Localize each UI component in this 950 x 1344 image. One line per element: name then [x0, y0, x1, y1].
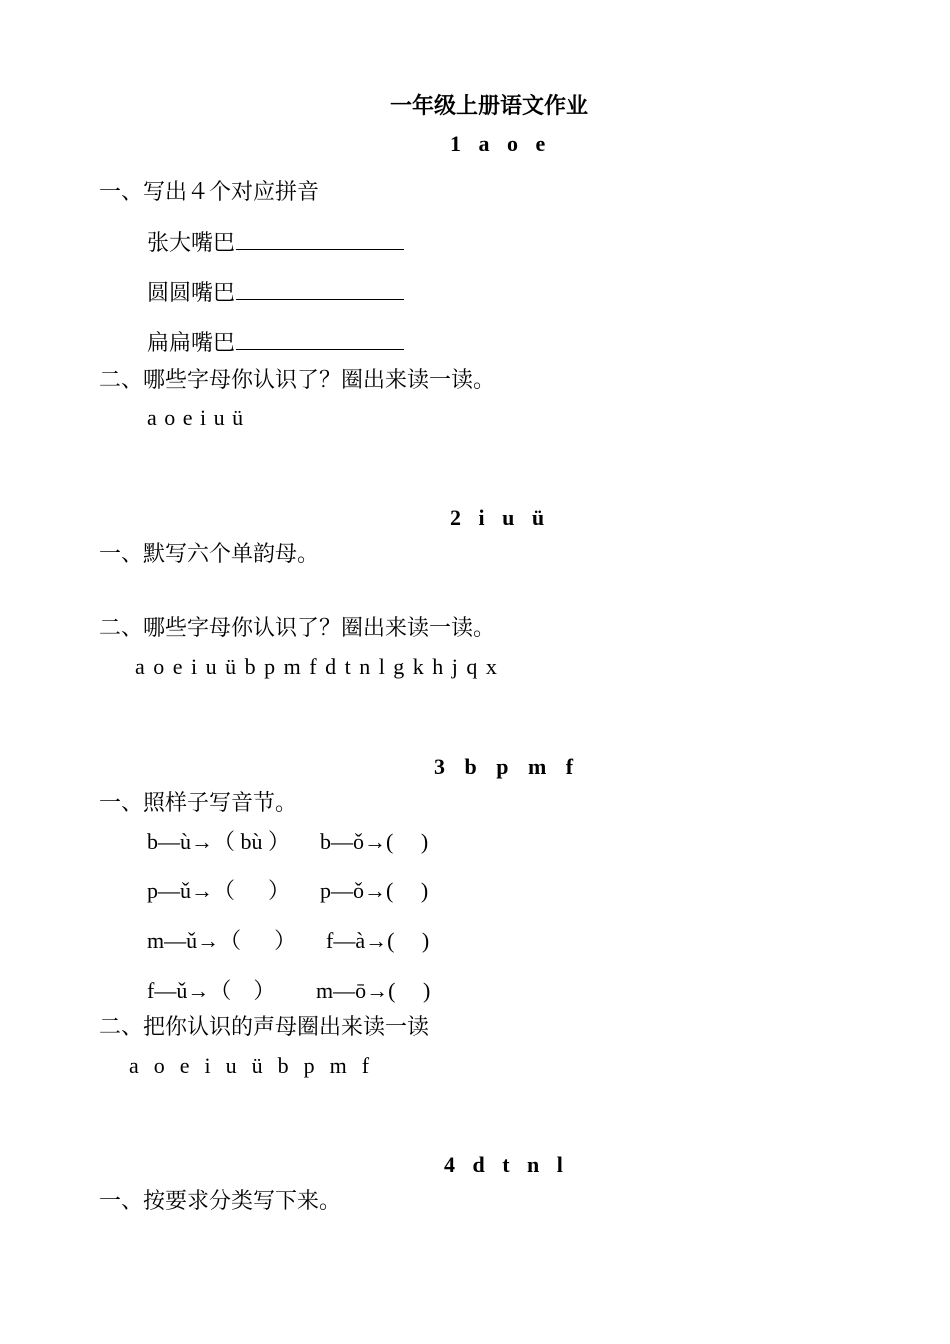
syllable-blank[interactable]: p—ǔ→（ ） [147, 878, 291, 903]
lesson-1-item-1 [147, 229, 404, 258]
lesson-3-letters: a o e i u ü b p m f [129, 1053, 370, 1078]
syllable-blank[interactable]: m—ō→( ) [316, 978, 431, 1003]
syllable-blank[interactable]: p—ǒ→( ) [320, 878, 429, 903]
lesson-1-title: 1 a o e [450, 131, 547, 156]
lesson-2-question-2: 二、哪些字母你认识了？圈出来读一读。 [99, 616, 496, 641]
answer-blank[interactable] [236, 279, 404, 300]
lesson-2-letters: a o e i u ü b p m f d t n l g k h j q x [135, 654, 497, 679]
lesson-1-letters: a o e i u ü [147, 405, 244, 430]
item-label: 张大嘴巴 [147, 231, 236, 256]
item-label: 扁扁嘴巴 [147, 331, 236, 356]
lesson-3-title: 3 b p m f [434, 754, 575, 779]
lesson-1-item-3 [147, 329, 404, 358]
syllable-blank[interactable]: m—ǔ→（ ） [147, 928, 297, 953]
syllable-blank[interactable]: f—ǔ→（ ） [147, 978, 276, 1003]
document-title: 一年级上册语文作业 [390, 94, 589, 119]
answer-blank[interactable] [236, 329, 404, 350]
lesson-4-title: 4 d t n l [444, 1152, 564, 1177]
item-label: 圆圆嘴巴 [147, 281, 236, 306]
lesson-3-question-1: 一、照样子写音节。 [99, 791, 298, 816]
syllable-blank[interactable]: f—à→( ) [326, 928, 430, 953]
answer-blank[interactable] [236, 229, 404, 250]
lesson-1-question-2: 二、哪些字母你认识了？圈出来读一读。 [99, 368, 496, 393]
lesson-1-item-2 [147, 279, 404, 308]
syllable-example: b—ù→（ bù ） [147, 829, 291, 854]
lesson-2-question-1: 一、默写六个单韵母。 [99, 542, 320, 567]
lesson-4-question-1: 一、按要求分类写下来。 [99, 1189, 342, 1214]
lesson-1-question-1: 一、写出４个对应拼音 [99, 180, 320, 205]
syllable-blank[interactable]: b—ǒ→( ) [320, 829, 429, 854]
lesson-2-title: 2 i u ü [450, 505, 546, 530]
lesson-3-question-2: 二、把你认识的声母圈出来读一读 [99, 1015, 430, 1040]
